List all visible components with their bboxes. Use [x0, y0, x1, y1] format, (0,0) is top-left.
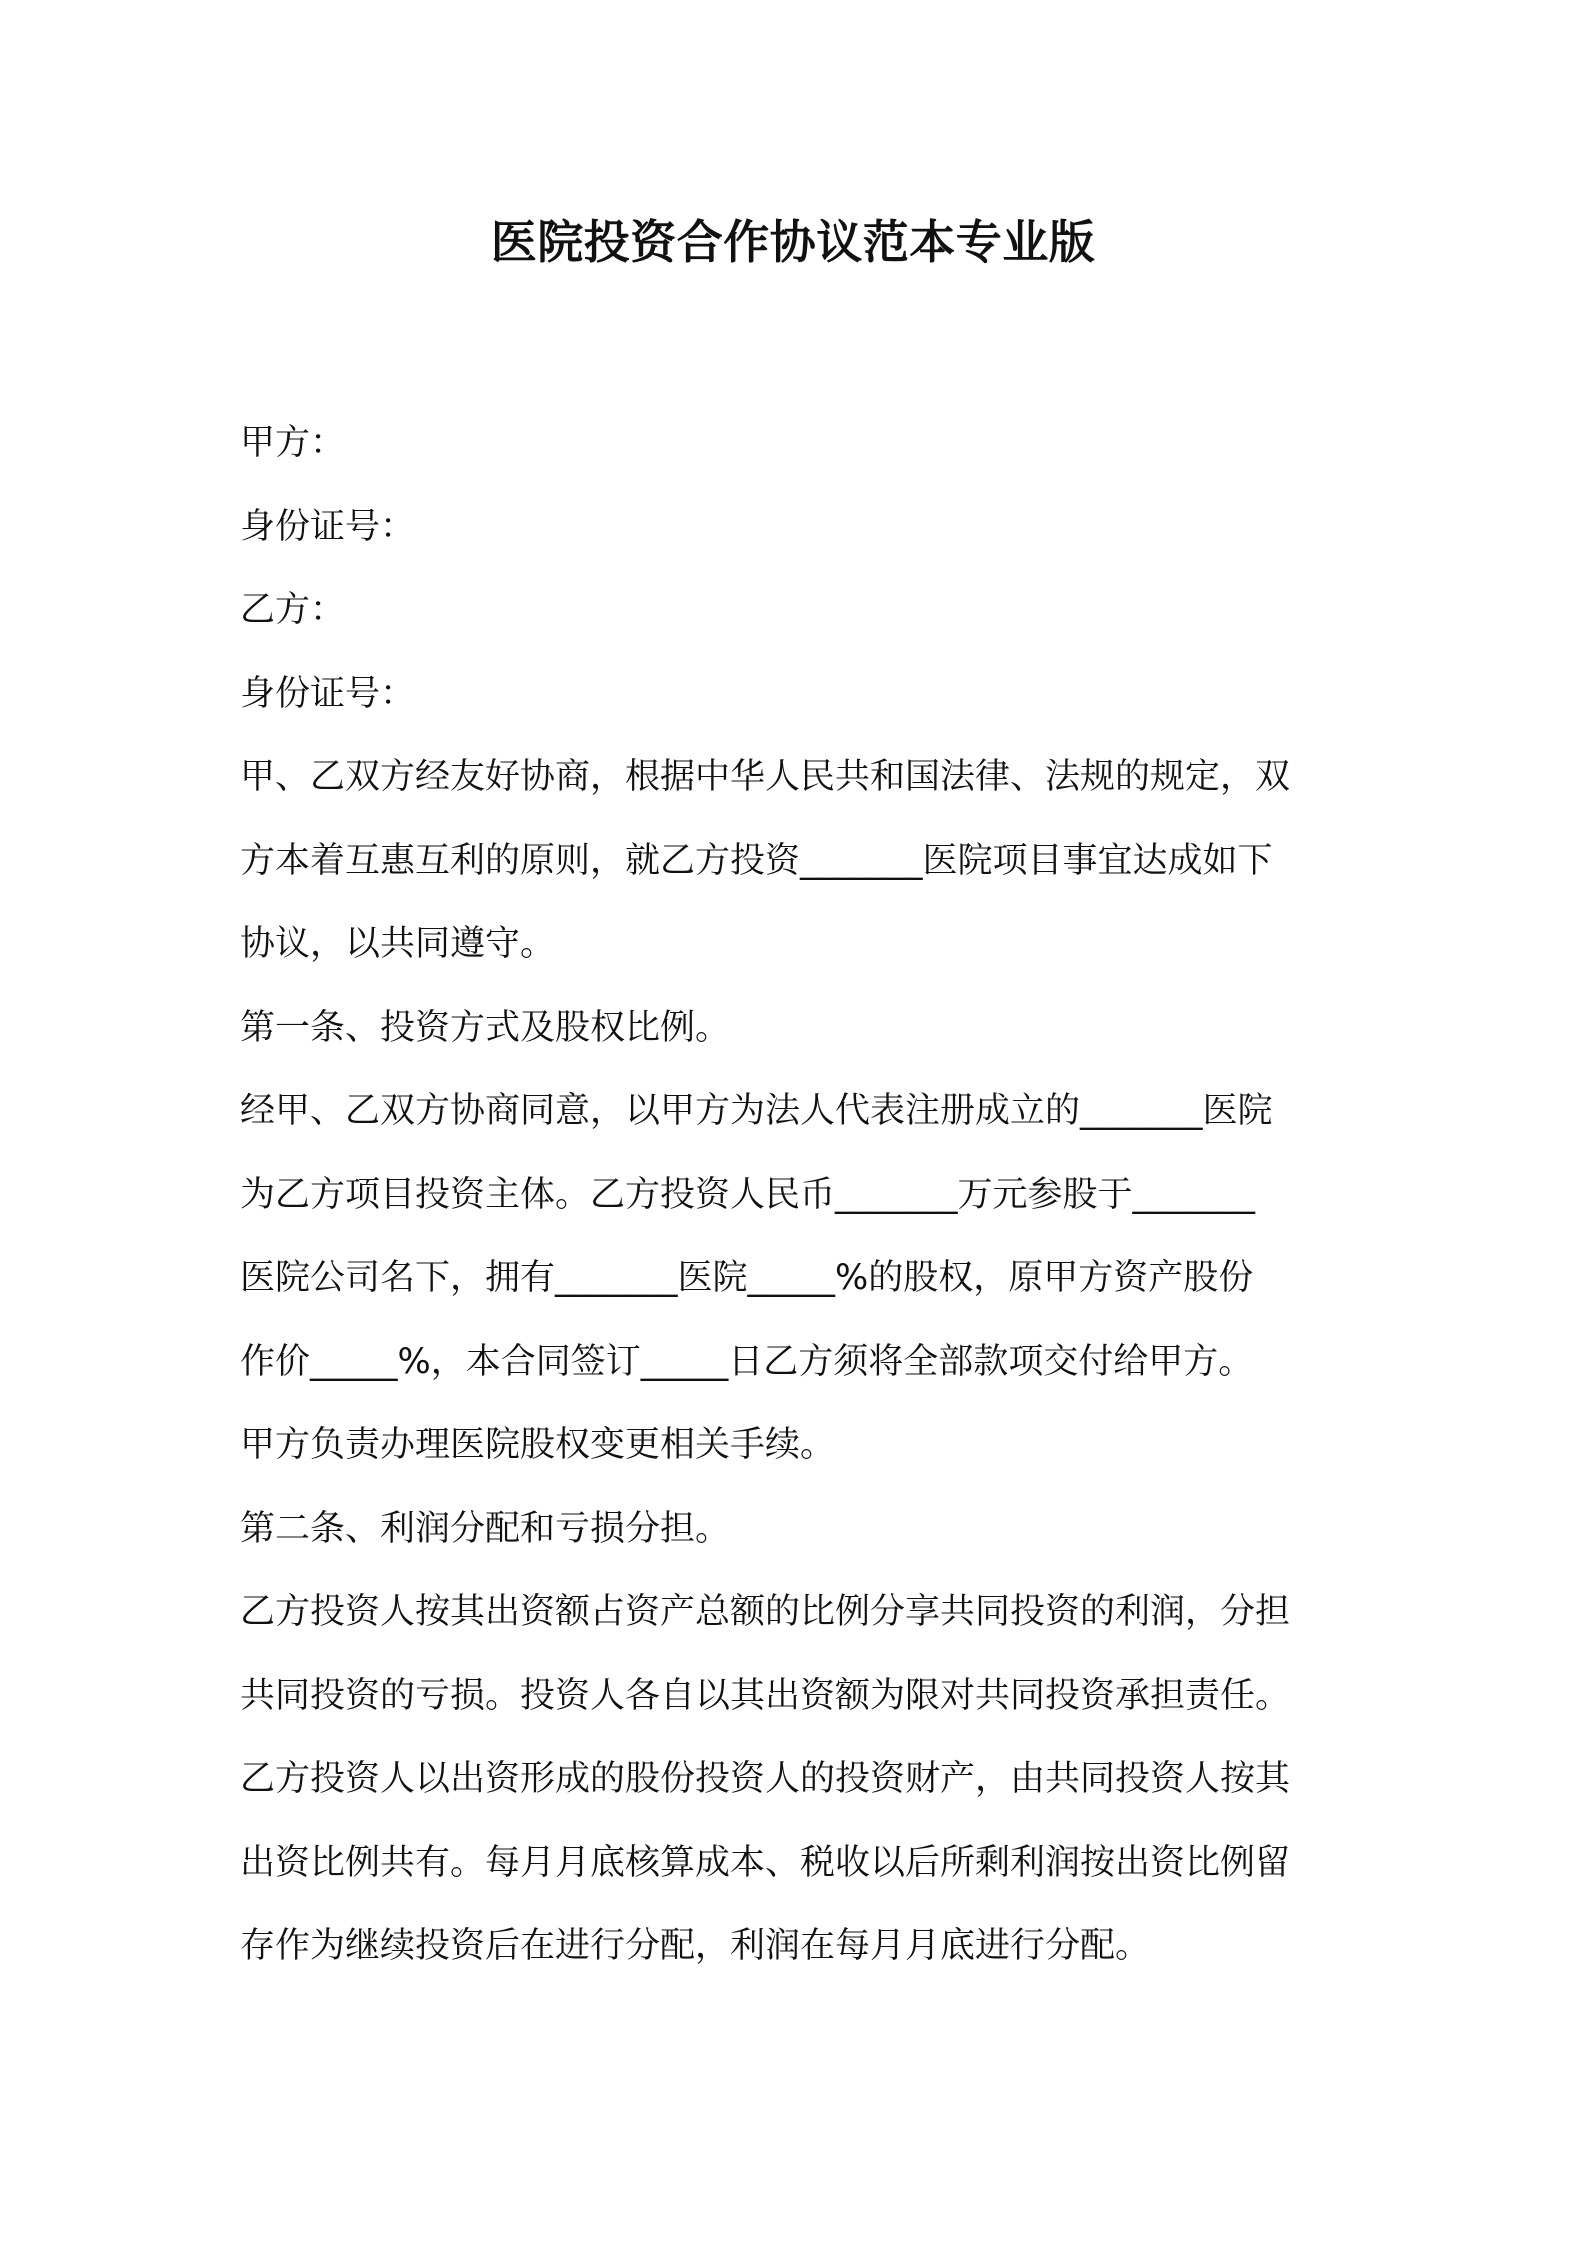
document-title: 医院投资合作协议范本专业版: [490, 215, 1096, 269]
article-2-line: 共同投资的亏损。投资人各自以其出资额为限对共同投资承担责任。: [240, 1675, 1291, 1716]
article-2-heading: 第二条、利润分配和亏损分担。: [240, 1508, 731, 1549]
preamble-line: 方本着互惠互利的原则，就乙方投资_______医院项目事宜达成如下: [240, 840, 1273, 881]
article-1-line: 经甲、乙双方协商同意，以甲方为法人代表注册成立的_______医院: [240, 1091, 1273, 1131]
article-2-line: 出资比例共有。每月月底核算成本、税收以后所剩利润按出资比例留: [240, 1842, 1291, 1883]
party-b-id-label: 身份证号：: [240, 673, 416, 714]
preamble-line: 甲、乙双方经友好协商，根据中华人民共和国法律、法规的规定，双: [240, 757, 1291, 797]
article-2-line: 存作为继续投资后在进行分配，利润在每月月底进行分配。: [240, 1926, 1151, 1966]
party-a-id-label: 身份证号：: [240, 506, 416, 547]
article-1-line: 作价_____%，本合同签订_____日乙方须将全部款项交付给甲方。: [240, 1341, 1254, 1382]
article-1-line: 甲方负责办理医院股权变更相关手续。: [240, 1425, 836, 1465]
party-a-label: 甲方：: [240, 423, 346, 463]
article-2-line: 乙方投资人按其出资额占资产总额的比例分享共同投资的利润，分担: [240, 1592, 1291, 1632]
preamble-line: 协议，以共同遵守。: [240, 924, 556, 964]
article-1-line: 医院公司名下，拥有_______医院_____%的股权，原甲方资产股份: [240, 1258, 1254, 1298]
document-body: [240, 402, 1346, 1989]
article-1-line: 为乙方项目投资主体。乙方投资人民币_______万元参股于_______: [240, 1174, 1256, 1215]
party-b-label: 乙方：: [240, 590, 346, 630]
article-1-heading: 第一条、投资方式及股权比例。: [240, 1007, 731, 1048]
article-2-line: 乙方投资人以出资形成的股份投资人的投资财产，由共同投资人按其: [240, 1759, 1291, 1799]
